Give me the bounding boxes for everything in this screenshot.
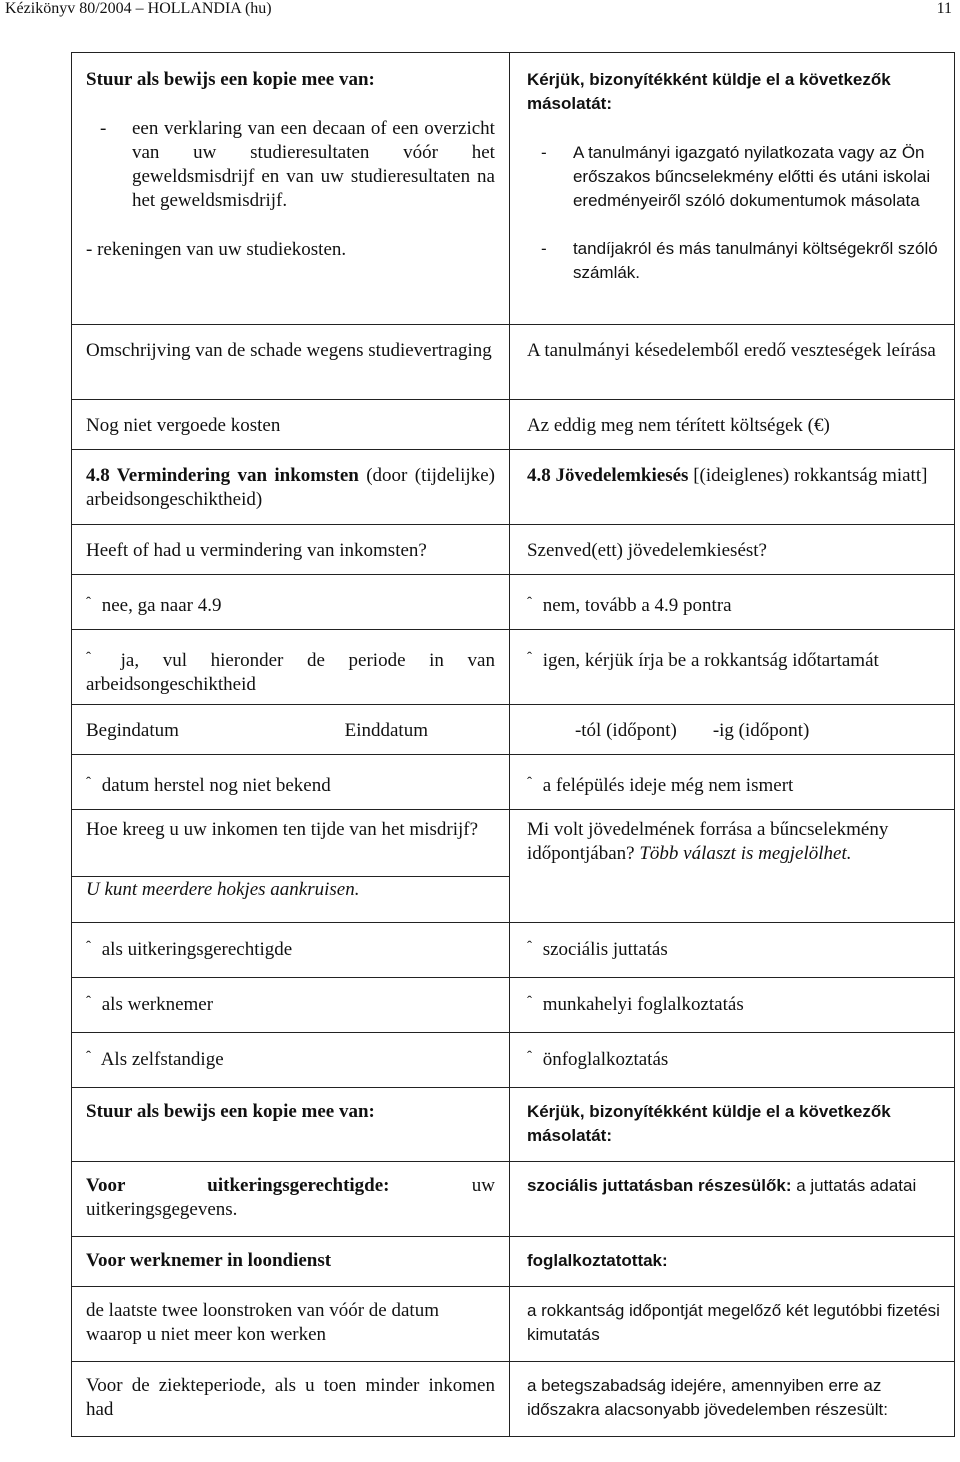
table-row	[72, 923, 955, 978]
table-row	[72, 53, 955, 325]
nl-option-yes[interactable]	[72, 630, 510, 705]
hu-proof-heading: Kérjük, bizonyítékként küldje el a következők másolatát:	[526, 70, 891, 113]
checkbox-icon[interactable]: ˆ	[86, 939, 91, 955]
table-row	[72, 755, 955, 810]
nl-option-self-employed[interactable]	[72, 1033, 510, 1088]
list-item: - een verklaring van een decaan of een overzicht van uw studieresultaten vóór het geweldsmisdrijf en van uw studieresultaten na het geweldsmisdrijf.	[100, 118, 495, 211]
table-row	[72, 978, 955, 1033]
hu-section-4-8	[509, 450, 954, 525]
hu-unreimbursed-costs: Az eddig meg nem térített költségek (€)	[509, 400, 954, 450]
table-row	[72, 400, 955, 450]
nl-section-title: 4.8 Vermindering van inkomsten	[86, 465, 359, 486]
hu-proof-list	[527, 141, 940, 285]
nl-proof-item-1: een verklaring van een decaan of een overzicht van uw studieresultaten vóór het geweldsmisdrijf en van uw studieresultaten na het geweldsmisdrijf.	[132, 118, 495, 211]
checkbox-icon[interactable]: ˆ	[526, 1049, 532, 1065]
nl-payslips: de laatste twee loonstroken van vóór de datum waarop u niet meer kon werken	[72, 1287, 510, 1362]
table-row	[72, 810, 955, 877]
nl-option-employee[interactable]	[72, 978, 510, 1033]
table-row	[72, 325, 955, 400]
option-label: nee, ga naar 4.9	[101, 595, 222, 616]
nl-income-source-question: Hoe kreeg u uw inkomen ten tijde van het misdrijf?	[72, 810, 510, 877]
from-date-label: -tól (időpont)	[574, 720, 677, 741]
table-row	[72, 450, 955, 525]
list-item: - tandíjakról és más tanulmányi költségekről szóló számlák.	[540, 239, 938, 282]
hu-cell	[509, 53, 954, 325]
hu-proof-heading-2: Kérjük, bizonyítékként küldje el a következők másolatát:	[509, 1088, 954, 1162]
nl-multiple-choice-note: U kunt meerdere hokjes aankruisen.	[72, 877, 510, 923]
hu-option-self-employed[interactable]	[509, 1033, 954, 1088]
option-label: önfoglalkoztatás	[542, 1049, 669, 1070]
hu-date-fields	[509, 705, 954, 755]
nl-employee-heading: Voor werknemer in loondienst	[72, 1237, 510, 1287]
checkbox-icon[interactable]: ˆ	[86, 650, 91, 666]
nl-benefits-proof-text: uw uitkeringsgegevens.	[86, 1175, 495, 1220]
table-row	[72, 705, 955, 755]
hu-payslips: a rokkantság időpontját megelőző két legutóbbi fizetési kimutatás	[509, 1287, 954, 1362]
table-row	[72, 1287, 955, 1362]
hu-employee-heading: foglalkoztatottak:	[509, 1237, 954, 1287]
table-row	[72, 525, 955, 575]
option-label: ja, vul hieronder de periode in van arbeidsongeschiktheid	[86, 650, 495, 695]
hu-income-question: Szenved(ett) jövedelemkiesést?	[509, 525, 954, 575]
checkbox-icon[interactable]: ˆ	[526, 994, 532, 1010]
table-row	[72, 630, 955, 705]
bilingual-form-table	[71, 52, 955, 1437]
page-number: 11	[936, 0, 952, 17]
table-row	[72, 1237, 955, 1287]
checkbox-icon[interactable]: ˆ	[86, 595, 91, 611]
hu-benefits-proof	[509, 1162, 954, 1237]
table-row	[72, 1033, 955, 1088]
table-row	[72, 1162, 955, 1237]
table-row	[72, 1362, 955, 1437]
checkbox-icon[interactable]: ˆ	[526, 650, 532, 666]
hu-proof-item-1: A tanulmányi igazgató nyilatkozata vagy az Ön erőszakos bűncselekmény előtti és utáni iskolai eredményeiről szóló dokumentumok másolata	[572, 143, 931, 210]
nl-sick-period: Voor de ziekteperiode, als u toen minder inkomen had	[72, 1362, 510, 1437]
nl-cell	[72, 53, 510, 325]
hu-section-title: 4.8 Jövedelemkiesés	[526, 465, 689, 486]
hu-benefits-proof-label: szociális juttatásban részesülők:	[526, 1176, 792, 1195]
nl-option-unknown[interactable]	[72, 755, 510, 810]
option-label: a felépülés ideje még nem ismert	[542, 775, 794, 796]
checkbox-icon[interactable]: ˆ	[526, 939, 532, 955]
start-date-label: Begindatum	[86, 720, 179, 741]
hu-option-unknown[interactable]	[509, 755, 954, 810]
option-label: als werknemer	[101, 994, 214, 1015]
hu-benefits-proof-text: a juttatás adatai	[791, 1176, 917, 1195]
option-label: Als zelfstandige	[100, 1049, 224, 1070]
table-row	[72, 1088, 955, 1162]
nl-income-question: Heeft of had u vermindering van inkomsten?	[72, 525, 510, 575]
hu-income-source-question	[509, 810, 954, 923]
option-label: nem, tovább a 4.9 pontra	[542, 595, 732, 616]
nl-section-4-8	[72, 450, 510, 525]
table-row	[72, 575, 955, 630]
option-label: als uitkeringsgerechtigde	[101, 939, 293, 960]
option-label: datum herstel nog niet bekend	[101, 775, 331, 796]
checkbox-icon[interactable]: ˆ	[86, 994, 91, 1010]
hu-question-text: Mi volt jövedelmének forrása a bűncselekmény időpontjában?	[526, 819, 889, 864]
nl-date-fields	[72, 705, 510, 755]
checkbox-icon[interactable]: ˆ	[526, 595, 532, 611]
running-header: Kézikönyv 80/2004 – HOLLANDIA (hu)	[5, 0, 272, 17]
hu-sick-period: a betegszabadság idejére, amennyiben erre az időszakra alacsonyabb jövedelemben részesült:	[509, 1362, 954, 1437]
checkbox-icon[interactable]: ˆ	[526, 775, 532, 791]
hu-damage-description: A tanulmányi késedelemből eredő veszteségek leírása	[509, 325, 954, 400]
nl-benefits-proof-label: Voor uitkeringsgerechtigde:	[86, 1175, 390, 1196]
nl-proof-heading-2: Stuur als bewijs een kopie mee van:	[72, 1088, 510, 1162]
hu-multiple-choice-note: Több választ is megjelölhet.	[639, 843, 852, 864]
hu-option-benefits[interactable]	[509, 923, 954, 978]
hu-option-no[interactable]	[509, 575, 954, 630]
nl-proof-list	[86, 117, 495, 213]
end-date-label: Einddatum	[344, 720, 428, 741]
nl-benefits-proof	[72, 1162, 510, 1237]
option-label: munkahelyi foglalkoztatás	[542, 994, 744, 1015]
list-item: - A tanulmányi igazgató nyilatkozata vagy az Ön erőszakos bűncselekmény előtti és utáni iskolai eredményeiről szóló dokumentumok másolata	[540, 143, 931, 210]
hu-section-subtitle: [(ideiglenes) rokkantság miatt]	[688, 465, 928, 486]
nl-proof-heading: Stuur als bewijs een kopie mee van:	[86, 69, 375, 90]
checkbox-icon[interactable]: ˆ	[86, 775, 91, 791]
to-date-label: -ig (időpont)	[712, 720, 810, 741]
nl-option-no[interactable]	[72, 575, 510, 630]
hu-option-yes[interactable]	[509, 630, 954, 705]
hu-proof-item-2: tandíjakról és más tanulmányi költségekről szóló számlák.	[572, 239, 938, 282]
option-label: szociális juttatás	[542, 939, 668, 960]
nl-proof-item-2: - rekeningen van uw studiekosten.	[86, 239, 347, 260]
nl-option-benefits[interactable]	[72, 923, 510, 978]
hu-option-employee[interactable]	[509, 978, 954, 1033]
nl-damage-description: Omschrijving van de schade wegens studievertraging	[72, 325, 510, 400]
nl-section-subtitle: (door (tijdelijke) arbeidsongeschiktheid)	[86, 465, 495, 510]
option-label: igen, kérjük írja be a rokkantság időtartamát	[542, 650, 879, 671]
nl-unreimbursed-costs: Nog niet vergoede kosten	[72, 400, 510, 450]
checkbox-icon[interactable]: ˆ	[86, 1049, 91, 1065]
